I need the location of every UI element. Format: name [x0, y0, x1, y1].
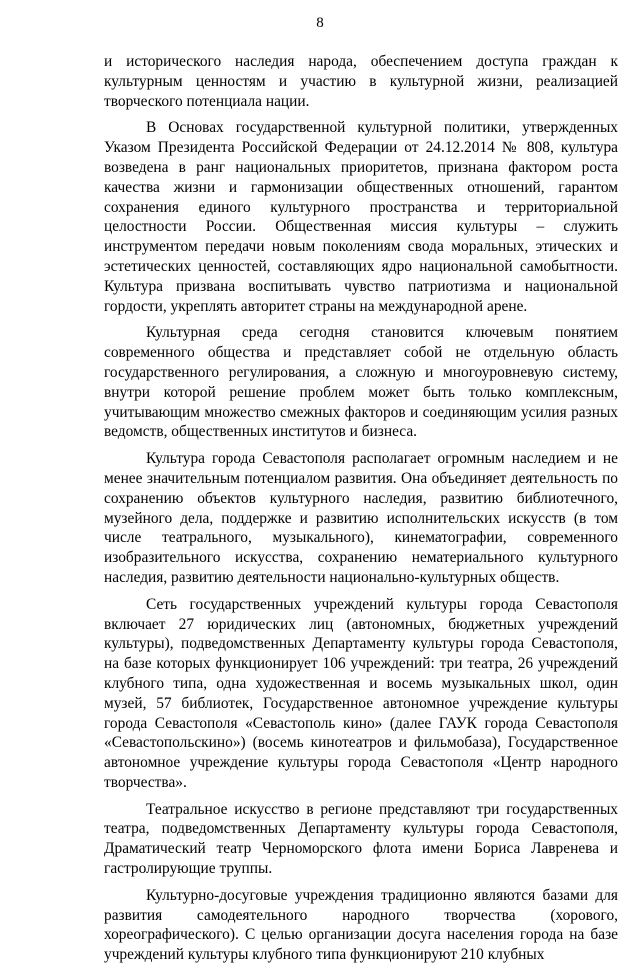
paragraph-theatre-art: Театральное искусство в регионе представляют три государственных театра, подведомственных Департаменту культуры города Севастополя, Драматический театр Черноморского флота имени Бориса Лавренева и гастролирующие труппы. [104, 800, 618, 878]
paragraph-sevastopol-culture: Культура города Севастополя располагает огромным наследием и не менее значительным потенциалом развития. Она объединяет деятельность по сохранению объектов культурного наследия, развитию библиотечного, музейного дела, поддержке и развитию исполнительских искусств (в том числе театрального, музыкального), кинематографии, современного изобразительного искусства, сохранению нематериального культурного наследия, развитию деятельности национально-культурных обществ. [104, 450, 618, 586]
paragraph-cultural-environment: Культурная среда сегодня становится ключевым понятием современного общества и представляет собой не отдельную область государственного регулирования, а сложную и многоуровневую систему, внутри которой решение проблем может быть только комплексным, учитывающим множество смежных факторов и соединяющим усилия разных ведомств, общественных институтов и бизнеса. [104, 324, 618, 441]
paragraph-continuation: и исторического наследия народа, обеспечением доступа граждан к культурным ценностям и участию в культурной жизни, реализацией творческого потенциала нации. [104, 53, 618, 110]
paragraph-leisure-institutions: Культурно-досуговые учреждения традиционно являются базами для развития самодеятельного народного творчества (хорового, хореографического). С целью организации досуга населения города на базе учреждений культуры клубного типа функционируют 210 клубных [104, 886, 618, 964]
paragraph-institutions-network: Сеть государственных учреждений культуры города Севастополя включает 27 юридических лиц (автономных, бюджетных учреждений культуры), подведомственных Департаменту культуры города Севастополя, на базе которых функционирует 106 учреждений: три театра, 26 учреждений клубного типа, одна художественная и восемь музыкальных школ, один музей, 57 библиотек, Государственное автономное учреждение культуры города Севастополя «Севастополь кино» (далее ГАУК города Севастополя «Севастопольскино») (восемь кинотеатров и фильмобаза), Государственное автономное учреждение культуры города Севастополя «Центр народного творчества». [104, 595, 618, 791]
paragraph-cultural-policy: В Основах государственной культурной политики, утвержденных Указом Президента Российской Федерации от 24.12.2014 № 808, культура возведена в ранг национальных приоритетов, признана фактором роста качества жизни и гармонизации общественных отношений, гарантом сохранения единого культурного пространства и территориальной целостности России. Общественная миссия культуры – служить инструментом передачи новым поколениям свода моральных, этических и эстетических ценностей, составляющих ядро национальной самобытности. Культура призвана воспитывать чувство патриотизма и национальной гордости, укреплять авторитет страны на международной арене. [104, 119, 618, 315]
page-number: 8 [316, 15, 324, 31]
document-body [104, 52, 618, 965]
